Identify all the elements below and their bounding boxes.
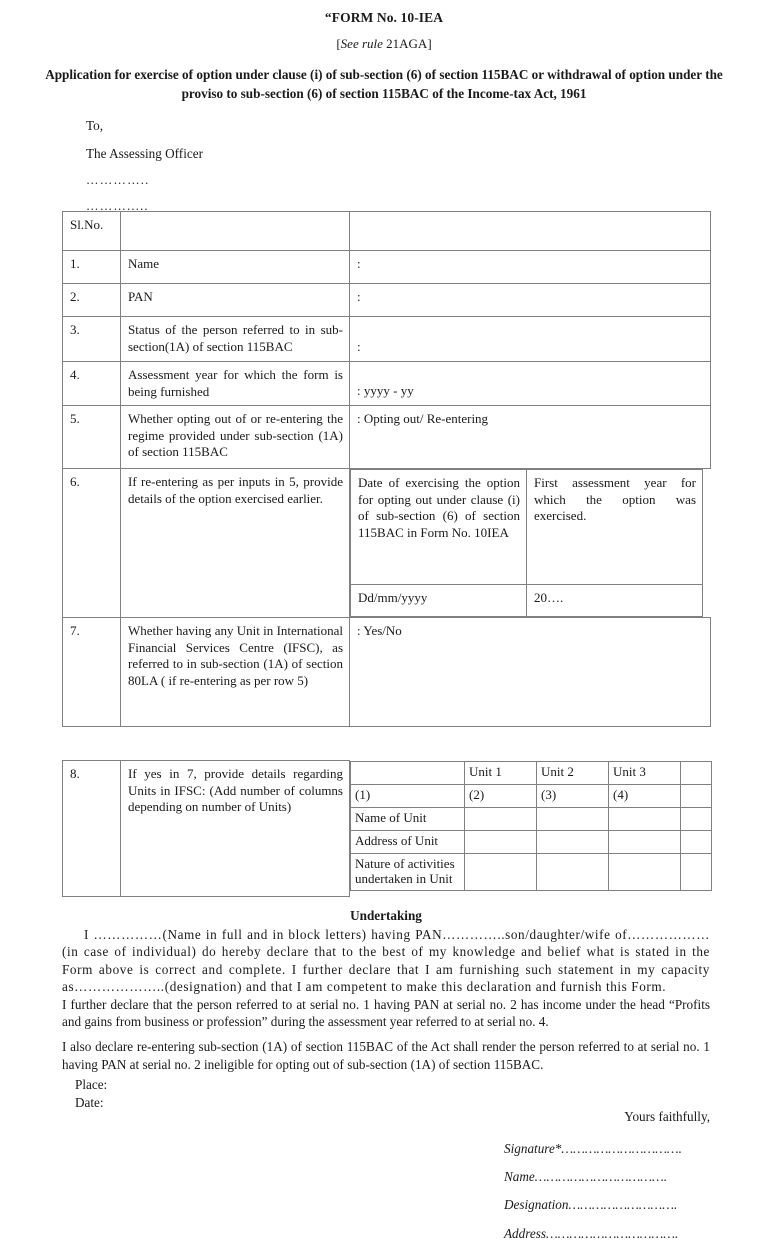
row-5-description: Whether opting out of or re-entering the regime provided under sub-section (1A) of section 115BAC [121, 406, 350, 469]
date-label[interactable]: Date: [75, 1094, 104, 1110]
table-row [63, 284, 711, 317]
rule-ref-bracket-open: [ [336, 36, 341, 51]
row-5-sl: 5. [63, 406, 121, 469]
row-6-option-details-table [350, 469, 703, 617]
units-header-unit-1: Unit 1 [465, 761, 537, 784]
row-8-sl: 8. [63, 761, 121, 897]
rule-reference [0, 36, 768, 52]
addressee-blank-line-1: ………….. [86, 172, 150, 187]
row-3-value[interactable]: : [350, 317, 711, 362]
units-row-name-extra[interactable] [681, 807, 712, 830]
table-row [63, 469, 711, 618]
table-row [63, 317, 711, 362]
row-8-description: If yes in 7, provide details regarding Units in IFSC: (Add number of columns depending on number of Units) [121, 761, 350, 897]
row-8-nested-container [350, 761, 711, 897]
row-6-nested-header-left: Date of exercising the option for opting out under clause (i) of sub-section (6) of section 115BAC in Form No. 10IEA [351, 470, 527, 585]
units-row-address-unit2[interactable] [537, 830, 609, 853]
rule-ref-bracket-close: ] [427, 36, 432, 51]
units-data-row [351, 830, 712, 853]
nested-value-row [351, 585, 703, 617]
units-header-unit-3: Unit 3 [609, 761, 681, 784]
table-row [63, 761, 711, 897]
units-row-name-unit3[interactable] [609, 807, 681, 830]
row-1-description: Name [121, 251, 350, 284]
row-7-value[interactable]: : Yes/No [350, 618, 711, 727]
units-number-2: (2) [465, 784, 537, 807]
units-header-blank [351, 761, 465, 784]
rule-ref-italic: See rule [340, 36, 387, 51]
units-data-row [351, 807, 712, 830]
undertaking-paragraph-1: I ……………(Name in full and in block letters) having PAN…………..son/daughter/wife of……………… (in case of individual) do hereby declare that to the best of my knowledge and belief what is stated in the Form above is correct and complete. I further declare that I am furnishing such statement in my capacity as………………..(designation) and that I am competent to make this declaration and furnish this Form. [62, 927, 710, 995]
addressee-block [86, 119, 768, 212]
signatory-address-field[interactable]: Address……………………………. [504, 1225, 679, 1241]
row-6-nested-value-right[interactable]: 20…. [527, 585, 703, 617]
units-header-row [351, 761, 712, 784]
addressee-blank-line-2: ………..... [86, 199, 149, 214]
signatory-designation-field[interactable]: Designation………………………. [504, 1197, 678, 1213]
row-4-sl: 4. [63, 362, 121, 406]
main-form-table [62, 211, 711, 727]
units-row-label-nature: Nature of activities undertaken in Unit [351, 853, 465, 890]
table-row [63, 362, 711, 406]
units-header-unit-2: Unit 2 [537, 761, 609, 784]
row-6-nested-container [350, 469, 711, 618]
units-number-3: (3) [537, 784, 609, 807]
rule-ref-number: 21AGA [386, 36, 428, 51]
signatory-name-field[interactable]: Name……………………………. [504, 1169, 668, 1185]
undertaking-section [62, 908, 710, 1031]
row-6-sl: 6. [63, 469, 121, 618]
units-row-address-unit3[interactable] [609, 830, 681, 853]
page-title: “FORM No. 10-IEA [324, 10, 444, 25]
units-row-label-address: Address of Unit [351, 830, 465, 853]
units-row-name-unit1[interactable] [465, 807, 537, 830]
signature-block [504, 1142, 682, 1240]
units-row-address-extra[interactable] [681, 830, 712, 853]
row-7-sl: 7. [63, 618, 121, 727]
addressee-officer: The Assessing Officer [86, 145, 203, 161]
units-detail-table [350, 761, 712, 891]
units-row-address-unit1[interactable] [465, 830, 537, 853]
units-numbering-row [351, 784, 712, 807]
undertaking-paragraph-3: I also declare re-entering sub-section (1A) of section 115BAC of the Act shall render the person referred to at serial no. 1 having PAN at serial no. 2 ineligible for opting out of sub-section (1A) of section 115BAC. [62, 1039, 710, 1072]
row-6-nested-header-right: First assessment year for which the option was exercised. [527, 470, 703, 585]
row-1-value[interactable]: : [350, 251, 711, 284]
row-7-description: Whether having any Unit in International Financial Services Centre (IFSC), as referred to in sub-section (1A) of section 80LA ( if re-entering as per row 5) [121, 618, 350, 727]
row-2-description: PAN [121, 284, 350, 317]
row-3-sl: 3. [63, 317, 121, 362]
row-1-sl: 1. [63, 251, 121, 284]
units-number-extra [681, 784, 712, 807]
table-header-row [63, 212, 711, 251]
ifsc-units-table [62, 760, 711, 897]
table-row [63, 618, 711, 727]
signature-field[interactable]: Signature*…………………………. [504, 1141, 682, 1156]
row-3-description: Status of the person referred to in sub-section(1A) of section 115BAC [121, 317, 350, 362]
header-cell-description [121, 212, 350, 251]
undertaking-paragraph-2: I further declare that the person referred to at serial no. 1 having PAN at serial no. 2 has income under the head “Profits and gains from business or profession” during the assessment year referred to at serial no. 4. [62, 996, 710, 1030]
row-4-value[interactable]: : yyyy - yy [350, 362, 711, 406]
row-4-description: Assessment year for which the form is being furnished [121, 362, 350, 406]
place-label[interactable]: Place: [75, 1077, 108, 1092]
units-number-1: (1) [351, 784, 465, 807]
row-2-value[interactable]: : [350, 284, 711, 317]
application-title: Application for exercise of option under clause (i) of sub-section (6) of section 115BAC or withdrawal of option under the proviso to sub-section (6) of section 115BAC of the Income-tax Act, 1961 [45, 67, 723, 101]
table-row [63, 406, 711, 469]
addressee-to: To, [86, 118, 104, 134]
table-row [63, 251, 711, 284]
units-row-label-name: Name of Unit [351, 807, 465, 830]
nested-header-row [351, 470, 703, 585]
row-5-value[interactable]: : Opting out/ Re-entering [350, 406, 711, 469]
units-row-name-unit2[interactable] [537, 807, 609, 830]
units-row-nature-unit1[interactable] [465, 853, 537, 890]
row-6-description: If re-entering as per inputs in 5, provide details of the option exercised earlier. [121, 469, 350, 618]
yours-faithfully: Yours faithfully, [624, 1109, 710, 1124]
row-2-sl: 2. [63, 284, 121, 317]
header-cell-slno: Sl.No. [63, 212, 121, 251]
units-row-nature-unit2[interactable] [537, 853, 609, 890]
units-number-4: (4) [609, 784, 681, 807]
units-row-nature-unit3[interactable] [609, 853, 681, 890]
place-date-block [75, 1076, 107, 1111]
units-row-nature-extra[interactable] [681, 853, 712, 890]
units-header-extra [681, 761, 712, 784]
header-cell-value [350, 212, 711, 251]
undertaking-heading: Undertaking [350, 908, 422, 923]
units-data-row [351, 853, 712, 890]
row-6-nested-value-left[interactable]: Dd/mm/yyyy [351, 585, 527, 617]
